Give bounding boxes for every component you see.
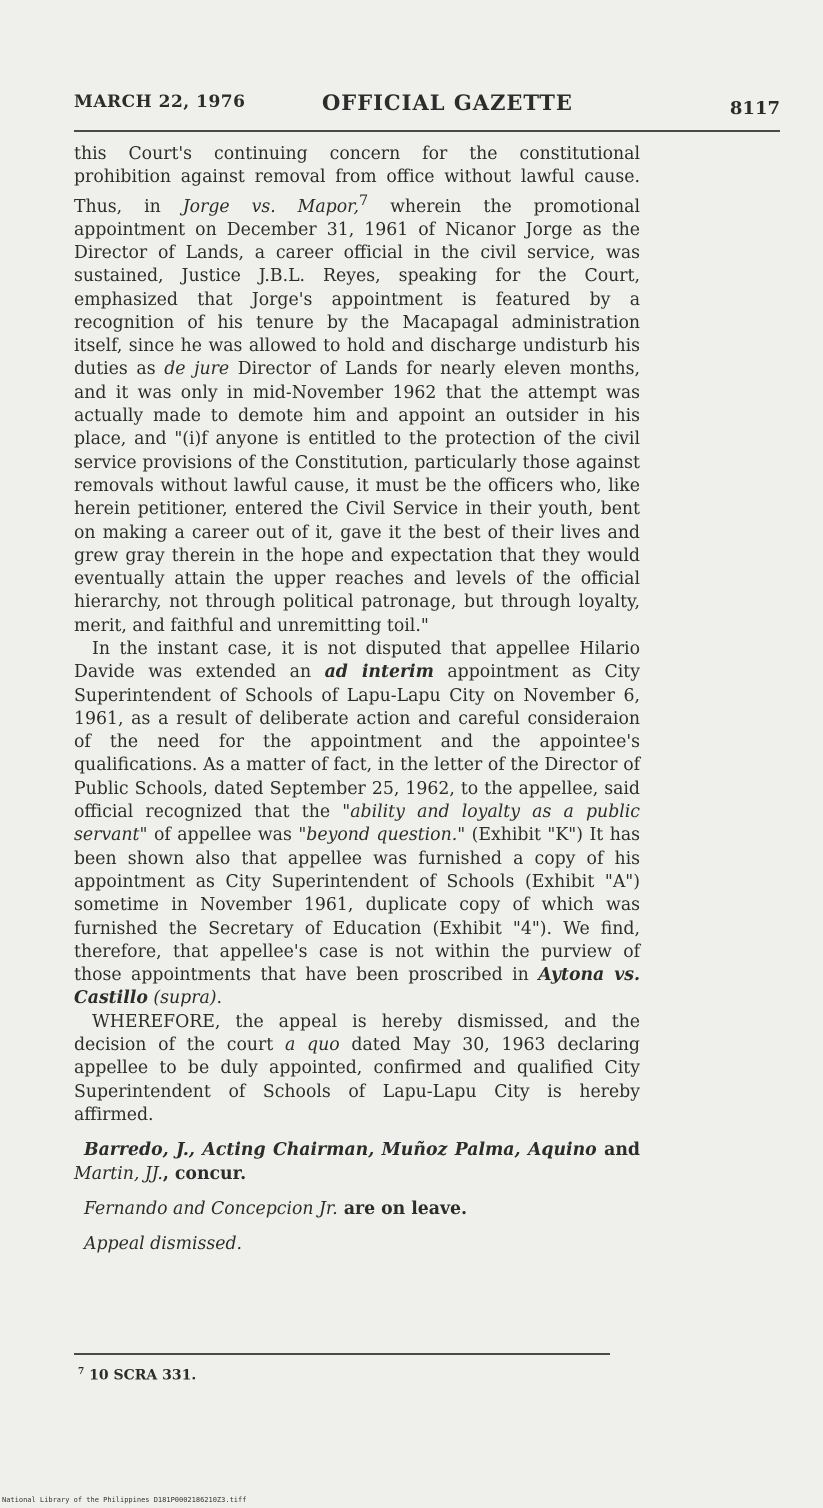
- page-number: 8117: [729, 98, 780, 119]
- header-title: OFFICIAL GAZETTE: [322, 90, 573, 115]
- footnote: $^7$ 10 SCRA 331.: [78, 1367, 197, 1384]
- on-leave-line: Fernando and Concepcion Jr. are on leave.: [84, 1198, 468, 1219]
- case-citation: Aytona vs. Castillo: [74, 965, 641, 1009]
- paragraph-continuation: this Court's continuing concern for the constitutional prohibition against removal from office without lawful cause. Thus, in Jorge vs. Mapor,$^7$ wherein the promotional appointment on December 31, 1961 of Nicanor Jorge as the Director of Lands, a career official in the civil service, was sustained, Justice J.B.L. Reyes, speaking for the Court, emphasized that Jorge's appointment is featured by a recognition of his tenure by the Macapagal administration itself, since he was allowed to hold and discharge undisturb his duties as de jure Director of Lands for nearly eleven months, and it was only in mid-November 1962 that the attempt was actually made to demote him and appoint an outsider in his place, and "(i)f anyone is entitled to the protection of the civil service provisions of the Constitution, particularly those against removals without lawful cause, it must be the officers who, like herein petitioner, entered the Civil Service in their youth, bent on making a career out of it, gave it the best of their lives and grew gray therein in the hope and expectation that they would eventually attain the upper reaches and levels of the official hierarchy, not through political patronage, but through loyalty, merit, and faithful and unremitting toil.": [74, 144, 641, 636]
- footnote-ref: 7: [358, 192, 369, 209]
- paragraph-wherefore: WHEREFORE, the appeal is hereby dismissed, and the decision of the court a quo dated May 30, 1963 declaring appellee to be duly appointed, confirmed and qualified City Superintendent of Schools of Lapu-Lapu City is hereby affirmed.: [74, 1011, 640, 1125]
- footnote-rule: [74, 1353, 610, 1355]
- header-date: MARCH 22, 1976: [74, 92, 246, 112]
- concurrence-line: Barredo, J., Acting Chairman, Muñoz Palma, Aquino and Martin, JJ., concur.: [74, 1140, 640, 1184]
- disposition: Appeal dismissed.: [84, 1234, 243, 1255]
- paragraph-instant-case: In the instant case, it is not disputed that appellee Hilario Davide was extended an ad interim appointment as City Superintendent of Schools of Lapu-Lapu City on November 6, 1961, as a result of deliberate action and careful consideraion of the need for the appointment and the appointee's qualifications. As a matter of fact, in the letter of the Director of Public Schools, dated September 25, 1962, to the appellee, said official recognized that the "ability and loyalty as a public servant" of appellee was "beyond question." (Exhibit "K") It has been shown also that appellee was furnished a copy of his appointment as City Superintendent of Schools (Exhibit "A") sometime in November 1961, duplicate copy of which was furnished the Secretary of Education (Exhibit "4"). We find, therefore, that appellee's case is not within the purview of those appointments that have been proscribed in Aytona vs. Castillo (supra).: [74, 639, 641, 1009]
- scan-label: National Library of the Philippines D181P0002186210Z3.tiff: [2, 1496, 247, 1504]
- body-text: [74, 143, 640, 1256]
- page-header: [74, 92, 780, 122]
- case-citation: Jorge vs. Mapor,: [182, 196, 359, 217]
- header-rule: [74, 130, 780, 132]
